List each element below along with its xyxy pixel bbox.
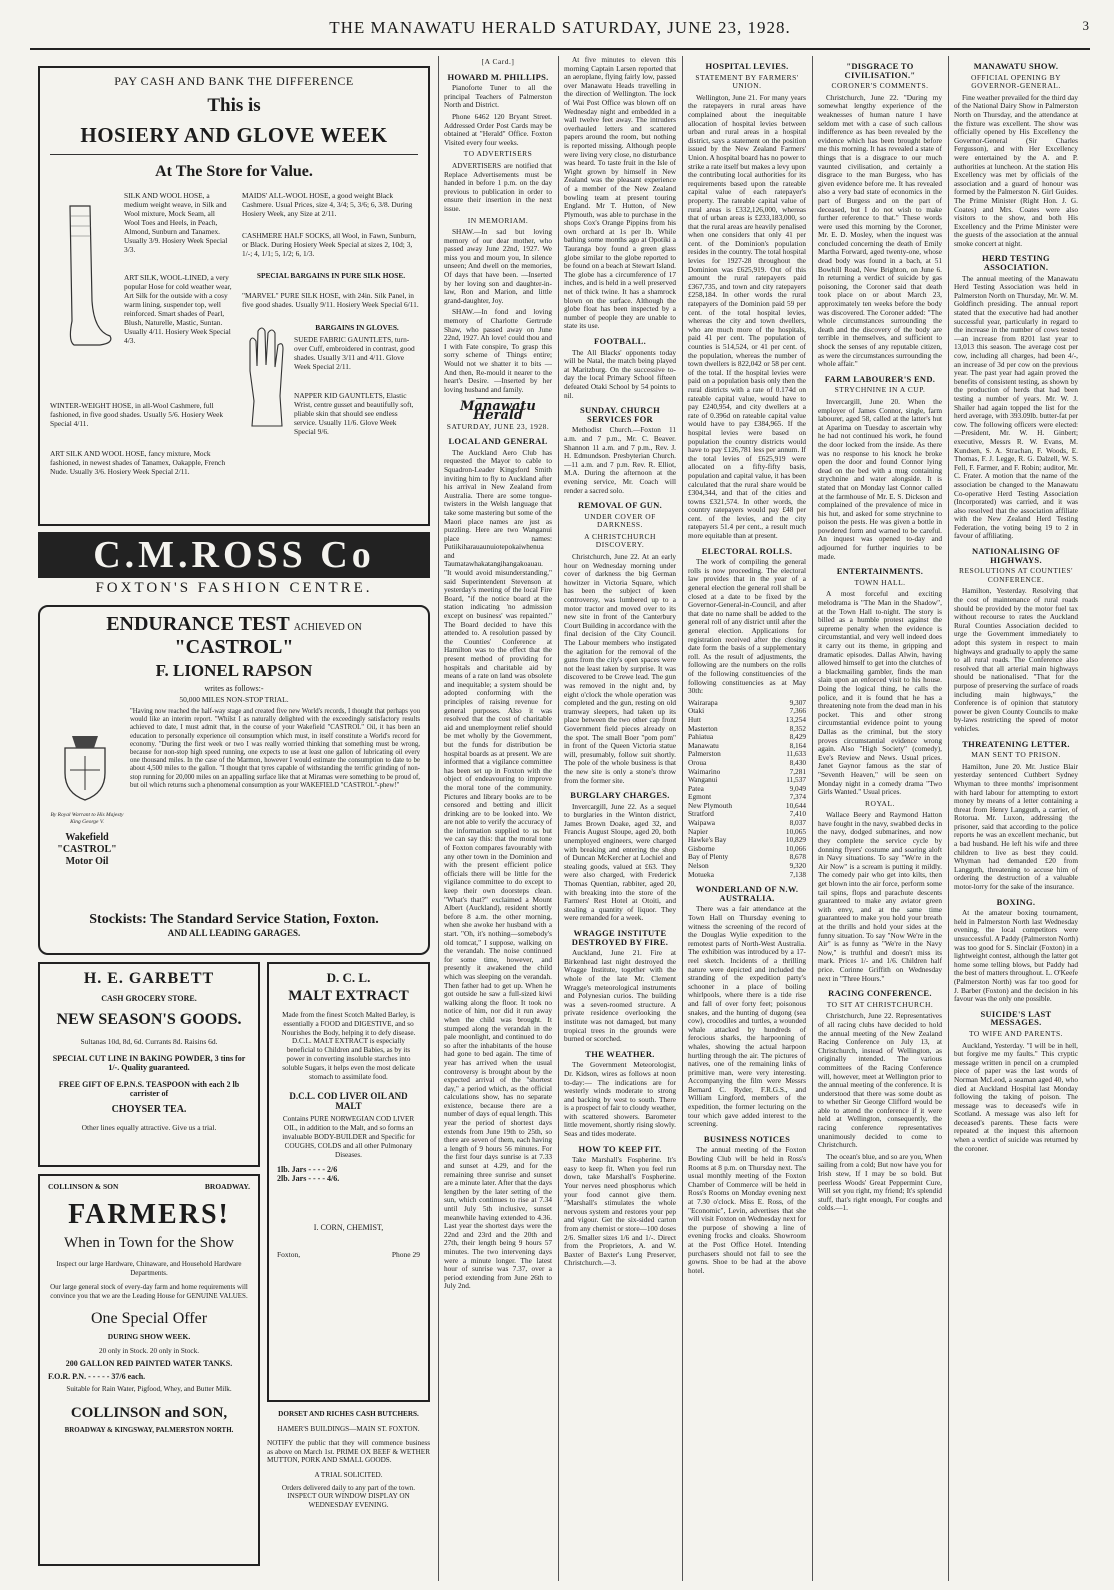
entertainments-heading: ENTERTAINMENTS. (836, 566, 924, 577)
business-heading: BUSINESS NOTICES (703, 1133, 791, 1144)
herd-heading: HERD TESTING ASSOCIATION. (982, 253, 1050, 273)
electorate-name: Hutt (688, 714, 701, 724)
memoriam-heading: IN MEMORIAM. (467, 215, 529, 225)
electorate-name: Egmont (688, 792, 712, 802)
threat-subheading: MAN SENT TO PRISON. (971, 750, 1061, 760)
electorate-name: Nelson (688, 861, 709, 871)
gloves-heading: BARGAINS IN GLOVES. (315, 323, 399, 332)
garbett-sultanas: Sultanas 10d, 8d, 6d. Currants 8d. Raisins 6d. (80, 1037, 218, 1046)
wragge-heading: WRAGGE INSTITUTE DESTROYED BY FIRE. (571, 928, 669, 947)
butcher-orders: Orders delivered daily to any part of the town. INSPECT OUR WINDOW DISPLAY ON WEDNESDAY EVENING. (281, 1483, 416, 1509)
gun-subheading-2: A CHRISTCHURCH DISCOVERY. (584, 531, 656, 550)
art-silk-hose-text: ART SILK, WOOL-LINED, a very popular Hose for cold weather wear, Art Silk for the outside with a cosy warm lining, suspender top, well reinforced. Smart shades of Pearl, Blush, Naturelle, Mastic, Suntan. Usually 4/11. Hosiery Week Special 4/3. (124, 273, 232, 345)
royal-text: Wallace Beery and Raymond Hatton have fought in the navy, swabbed decks in the navy, dodged submarines, and now they complete the service cycle by donning flyers' costume and soaring aloft in Navy situations. To say "We're in the Air Now" is a scream is putting it mildly. The comedy pair who get into kilts, then get blown into the air force, perform some tail spins, flops and parachute descents guaranteed to make any aviator green with envy, and at the same time guaranteed to make you hold your breath at the thrills and hold your sides at the funny situation. To say "Now We're in the Air" is as funny as "We're in the Navy Now," is truthful and doesn't miss its mark. Prices 1/- and 1/6. Children half price. Corinne Griffith on Wednesday next in "Three Hours." (818, 810, 942, 983)
suicide-subheading: TO WIFE AND PARENTS. (968, 1028, 1064, 1038)
farmers-headline: FARMERS! (68, 1199, 230, 1230)
farmers-show-week: DURING SHOW WEEK. (107, 1332, 191, 1341)
castrol-letter: "Having now reached the half-way stage and created five new World's records, I thought that perhaps you would like an interim report. "Whilst I as naturally delighted with the exceedingly satisfactory results achieved to date, I must admit that, in the course of your Wakefield "CASTROL" Oil, it has been an education to personally experience oil consumption which must, in itself constitute a World's record for economy. "During the first week or two I was really worried thinking that something must be wrong, because for non-stop high speed running, one expects to use at least one gallon of lubricating oil every one thousand miles. In the case of the Marmon, however I would estimate the consumption to date to be about 4,500 miles to the gallon. "I thought that tyres capable of withstanding the terrific grinding of non-stop running for 20,000 miles on an appalling surface like that at Miramas were something to be proud of, but oil which returns such a phenomenal consumption as your WAKEFIELD "CASTROL"-phew!" (130, 708, 420, 789)
electorate-count: 8,352 (789, 723, 806, 733)
suicide-heading: SUICIDE'S LAST MESSAGES. (980, 1008, 1052, 1028)
art-silk-wool-hose-text: ART SILK AND WOOL HOSE, fancy mixture, Mock fashioned, in newest shades of Tanamex, Oakapple, French Nude. Usually 3/6. Hosiery Week Special 2/11. (50, 449, 226, 476)
farmers-inspect: Inspect our large Hardware, Chinaware, and Household Hardware Departments. (56, 1260, 242, 1277)
highways-subheading: RESOLUTIONS AT COUNTIES' CONFERENCE. (958, 566, 1074, 584)
show-heading: MANAWATU SHOW. (973, 61, 1059, 71)
suicide-text: Auckland, Yesterday. "I will be in hell, but forgive me my faults." This cryptic message written in pencil on a crumpled piece of paper was the last words of Norman McLeod, a seaman aged 40, who died at Auckland Hospital last Monday following the taking of poison. The message was to deceased's wife in Scotland. A message was also left for deceased's parents. These facts were repeated at the inquest this afternoon when a verdict of suicide was returned by the coroner. (954, 1040, 1078, 1153)
sunday-heading: SUNDAY. CHURCH SERVICES FOR (579, 405, 661, 424)
hosiery-body (50, 191, 418, 526)
farm-text: Invercargill, June 20. When the employer of James Connor, single, farm labourer, aged 58, called at the latter's hut at Aparima on Tuesday to ascertain why he had not continued his work, he found the door locked from the inside. As there was no response to his knock he broke open the door and found Connor lying dead on the bed with a mug containing strychnine and water alongside. It is stated that on Monday last Connor called at the farmhouse of Mr. E. S. Dickson and complained of the prevalence of mice in his hut, and asked for some strychnine to poison the pests. He was given a bottle in powdered form and warned to be careful. An inquest was opened to-day and adjourned for further inquiries to be made. (818, 396, 942, 561)
electorate-count: 11,633 (786, 749, 806, 759)
farmers-tanks: 200 GALLON RED PAINTED WATER TANKS. (65, 1359, 233, 1368)
dcl-body: Made from the finest Scotch Malted Barley, is essentially a FOOD and DIGESTIVE, and so Nourishes the Body, helping it to defy disease. D.C.L. MALT EXTRACT is especially beneficial to Children and Babies, as by its power in converting insoluble starches into soluble Sugars, it helps even the most delicate stomach to assimilate food. (281, 1011, 416, 1081)
glove-illustration (240, 321, 290, 431)
maids-hose-text: MAIDS' ALL-WOOL HOSE, a good weight Black Cashmere. Usual Prices, size 4, 3/4; 5, 3/6; 6, 3/8. During Hosiery Week, any Size at 2/11. (242, 191, 413, 218)
peppermint-verse: The ocean's blue, and so are you, When sailing from a cold; But now have you for Irish stew, If I may be so bold. But peerless Woods' Great Peppermint Cure, Will set you right, my friend; It's splendid stuff, that's right enough, For coughs and colds.—1. (818, 1151, 942, 1213)
garbett-other: Other lines equally attractive. Give us a trial. (81, 1123, 217, 1132)
electorate-name: Wanganui (688, 775, 718, 785)
electoral-text: The work of compiling the general rolls is now proceeding. The electoral law provides that in the year of a general election the general roll shall be closed at a date to be fixed by the Governor-General-in-Council, and after that date no name shall be added to the general roll of any district until after the general election. Applications for registration received after the closing date form the basis of a supplementary roll. As the result of adjustments, the following are the numbers on the rolls of the following constituencies of the following constituencies as at May 30th: (688, 557, 806, 696)
electorate-name: New Plymouth (688, 800, 732, 810)
phillips-phone: Phone 6462 120 Bryant Street. Addressed Order Post Cards may be obtained at "Herald" Office. Foxton Visited every four weeks. (444, 111, 552, 147)
castrol-brand: Wakefield "CASTROL" Motor Oil (57, 832, 117, 867)
dcl-jar-2lb: 2lb. Jars - - - - 4/6. (277, 1174, 340, 1184)
castrol-ad (38, 605, 430, 955)
castrol-achieved: ACHIEVED ON (293, 622, 362, 633)
electorate-row (688, 699, 806, 708)
castrol-garages: AND ALL LEADING GARAGES. (167, 928, 301, 938)
herd-text: The annual meeting of the Manawatu Herd Testing Association was held in Palmerston North on Thursday, Mr. W. M. Goldfinch presiding. The annual report stated that the executive had had another successful year, particularly in regard to the increase in the number of cows tested—an increase from 8201 last year to 13,013 this season. The average cost per cow, including all charges, had been 4/-, an increase of 3d per cow on the previous year. The past year had again proved the benefits of consistent testing, as shown by the production of herds that had been testing a number of years. Mr. W. J. Shailer had again topped the list for the herd average, with 393.09lb. butter-fat per cow. The following officers were elected:—President, Mr. W. H. Ginbert; executive, Messrs R. W. Evans, M. Kundsen, S. A. Strachan, F. Woods, E. Thomas, F. J. Legge, R. G. Dalzell, W. S. Fell, F. Farmer, and F. Robin; auditor, Mr. C. Frater. A motion that the name of the association be changed to the Manawatu Co-operative Herd Testing Association (Incorporated) was carried, and it was also resolved that the association affiliate with the New Zealand Herd Testing Federation, the voting being 19 to 2 in favour of affiliating. (954, 273, 1078, 541)
napper-gauntlets-text: NAPPER KID GAUNTLETS, Elastic Wrist, centre gusset and beautifully soft, pliable skin that should see endless service. Usually 11/6. Glove Week Special 9/6. (294, 391, 414, 436)
keep-fit-text: Take Marshall's Fospherine. It's easy to keep fit. When you feel run down, take Marshall's Fospherine. Your nerves need phosphorus which your food cannot give them. "Marshall's stimulates the whole nervous system and restores your pep and vigour. Get the six-sided carton from any chemist or store—100 doses 2/6. Smaller sizes 1/6 and 1/-. Direct from the Proprietors, A. and W. Baxter of Baxter's Lung Preserver, Christchurch.—3. (564, 1155, 676, 1268)
castrol-warrant: By Royal Warrant to His Majesty King George V. (50, 812, 124, 825)
electorate-count: 8,429 (789, 732, 806, 742)
wonderland-text: There was a fair attendance at the Town Hall on Thursday evening to witness the screening of the record of the Douglas Wylie expedition to the remotest parts of North-West Australia. The exhibition was introduced by a 17-reel sketch. Incidents of a thrilling nature were depicted and included the stranding of the expedition party's schooner in a place of boiling whirlpools, where there is a tide rise and fall of over forty feet; poisonous snakes, and the hunting of dugong (sea cow), crocodiles and turtles, a wounded whale attacked by hundreds of ferocious sharks, the harpooning of whales, showing the actual harpoon hurtling through the air. The pictures of natives, one of the remaining links of primitive man, were very interesting. Accompanying the film were Messrs Bernard C. Ryder, F.R.G.S., and William Lingford, members of the expedition, the former lecturing on the tour which gave added interest to the screening. (688, 904, 806, 1129)
garbett-name: H. E. GARBETT (83, 970, 215, 987)
gun-subheading: UNDER COVER OF DARKNESS. (584, 511, 656, 530)
advertisers-text: ADVERTISERS are notified that Replace Advertisements must be handed in before 1 p.m. on the day previous to publication in order to ensure their insertion in the next issue. (444, 160, 552, 213)
electorate-count: 8,164 (789, 740, 806, 750)
column-4 (564, 56, 676, 1581)
gun-heading: REMOVAL OF GUN. (577, 500, 663, 511)
farmers-when-in-town: When in Town for the Show (64, 1235, 234, 1251)
stocking-illustration (50, 201, 120, 351)
electorate-count: 7,410 (789, 809, 806, 819)
phillips-name: HOWARD M. PHILLIPS. (447, 71, 549, 82)
suede-gauntlets-text: SUEDE FABRIC GAUNTLETS, turn-over Cuff, embroidered in contrast, good shades. Usually 3/11 and 4/11. Glove Week Special 2/11. (294, 335, 415, 371)
masthead (30, 18, 1090, 48)
ross-tagline: FOXTON'S FASHION CENTRE. (95, 580, 373, 596)
electorate-name: Pahiatua (688, 732, 714, 742)
hospital-heading: HOSPITAL LEVIES. (705, 61, 789, 71)
electorate-name: Waipawa (688, 818, 715, 828)
electorate-count: 7,138 (789, 869, 806, 879)
column-rule-3 (438, 56, 439, 1581)
show-text: Fine weather prevailed for the third day of the National Dairy Show in Palmerston North on Thursday, and the attendance at the fixture was excellent. The show was officially opened by His Excellency the Governor-General (Sir Charles Fergusson), and with Her Excellency were entertained by the A. and P. authorities at luncheon. At the station His Excellency was met by officials of the association and a guard of honour was formed by the Palmerston N. Girl Guides. The Prime Minister (Right Hon. J. G. Coates) and Mrs. Coates were also visitors to the show, and both His Excellency and the Prime Minister were the guests of the association at the annual smoke concert at night. (954, 92, 1078, 248)
phillips-text: Pianoforte Tuner to all the principal Teachers of Palmerston North and District. (444, 83, 552, 110)
butcher-ad (267, 1410, 430, 1570)
electorate-row (688, 776, 806, 785)
electorate-count: 13,254 (785, 714, 806, 724)
advertisers-heading: TO ADVERTISERS (463, 149, 533, 159)
farmers-collinson: COLLINSON & SON (48, 1182, 119, 1191)
column-rule-5 (682, 56, 683, 1581)
threat-text: Hamilton, June 20. Mr. Justice Blair yesterday sentenced Cuthbert Sydney Whyman to three months' imprisonment with hard labour for attempting to extort money by means of a letter containing a threat from Henry Langguth, a carrier, of Rotorua. Mr. Luxon, addressing the prisoner, said that according to the police reports he was an excellent mechanic, but a bad husband. He left his wife and three children to live as best they could. Whyman had demanded £20 from Langguth, threatening to accuse him of ordering the destruction of a valuable motor-lorry for the sake of the insurance. (954, 761, 1078, 892)
farmers-broadway: BROADWAY. (204, 1182, 250, 1191)
racing-subheading: TO SIT AT CHRISTCHURCH. (826, 999, 934, 1009)
column-rule-7 (948, 56, 949, 1581)
electorate-count: 9,320 (789, 861, 806, 871)
column-7 (954, 56, 1078, 1581)
winter-hose-text: WINTER-WEIGHT HOSE, in all-Wool Cashmere, full fashioned, in five good shades. Usually 5/6. Hosiery Week Special 4/11. (50, 401, 224, 428)
butcher-trial: A TRIAL SOLICITED. (314, 1470, 383, 1479)
farmers-address: BROADWAY & KINGSWAY, PALMERSTON NORTH. (64, 1426, 234, 1434)
keep-fit-heading: HOW TO KEEP FIT. (578, 1143, 662, 1154)
farmers-collinson-bottom: COLLINSON and SON, (70, 1405, 228, 1421)
dcl-jar-1lb: 1lb. Jars - - - - 2/6 (277, 1165, 338, 1175)
electorate-name: Waimarino (688, 766, 721, 776)
royal-crest-icon (50, 728, 120, 808)
electorate-count: 9,307 (789, 697, 806, 707)
masthead-title: THE MANAWATU HERALD SATURDAY, JUNE 23, 1928. (329, 18, 791, 37)
page-number: 3 (1082, 18, 1090, 33)
town-hall-subheading: TOWN HALL. (854, 577, 906, 587)
garbett-free-gift: FREE GIFT OF E.P.N.S. TEASPOON with each 2 lb carrister of (58, 1080, 240, 1098)
electorate-name: Stratford (688, 809, 714, 819)
football-heading: FOOTBALL. (593, 336, 647, 346)
castrol-driver-name: F. LIONEL RAPSON (155, 661, 313, 680)
garbett-ad (38, 962, 260, 1167)
hosiery-top-line: PAY CASH AND BANK THE DIFFERENCE (114, 74, 354, 88)
local-general-heading: LOCAL AND GENERAL (448, 436, 548, 447)
burglary-heading: BURGLARY CHARGES. (570, 790, 670, 801)
burglary-text: Invercargill, June 22. As a sequel to burglaries in the Winton district, James Brown Doake, aged 32, and Francis August Sloupe, aged 20, both unemployed engineers, were charged with breaking and entering the shop of Duncan McKercher at Lochiel and stealing goods, valued at £63. They were also charged, with Frederick Thomas Quentian, rabbiter, aged 20, with breaking into the store of the Farmers' Rest Hotel at Otoiti, and stealing a quantity of liquor. They were remanded for a week. (564, 801, 676, 923)
hospital-text: Wellington, June 21. For many years the ratepayers in rural areas have complained about the inequitable allocation of hospital levies between urban and rural areas in a hospital district, says a statement on the position issued by the New Zealand Farmers' Union. A hospital board has no power to strike a rate itself but makes a levy upon the contributing local authorities for its requirements based upon the rateable capital value of each ratepayer's property. The rateable capital value of rural areas is £332,126,000, whereas that of urban areas is £233,183,000, so that the rural areas are heavily penalised when one considers that only 41 per cent. of the Dominion's population resides in the country. The total hospital levies for 1927-28 throughout the Dominion was £625,919. Out of this amount the rural ratepayers paid £367,735, and town and city ratepayers £258,184. In other words the rural ratepayers of the Dominion paid 59 per cent. of the total hospital levies, whereas the city and town dwellers, who are much more of the hospitals, paid 41 per cent. The population of counties is 514,524, or 41 per cent. of the population, whereas the number of town dwellers is 822,042 or 58 per cent. of the total. If the hospital levies were paid on a population basis only then the rural districts with a rate of 0.174d on rateable capital value, would have to pay £240,954, and city dwellers at a rate of 0.396d on rateable capital value would have to pay £384,965. If the hospital levies were based on population the country districts would have to pay £126,781 less per annum. If the total levies of £625,919 were allocated on a fifty-fifty basis, population and capital value, it has been calculated that the rural share would be £304,344, and that of the cities and towns £321,574. In other words, the country ratepayers would pay £48 per cent. of the levies, and the city ratepayers 51.4 per cent., a result much more equitable than at present. (688, 92, 806, 541)
butcher-building: HAMER'S BUILDINGS—MAIN ST. FOXTON. (277, 1424, 420, 1433)
ross-logo: C.M.ROSS Co (38, 532, 430, 578)
electorate-name: Otaki (688, 706, 705, 716)
hosiery-ad (38, 66, 430, 526)
farm-heading: FARM LABOURER'S END. (824, 373, 936, 384)
business-text: The annual meeting of the Foxton Bowling Club will be held in Ross's Rooms at 8 p.m. on Thursday next. The usual monthly meeting of the Foxton Chamber of Commerce will be held in Ross's Rooms on Monday evening next at 7.30 o'clock. Miss E. Ross, of the "Economic", Levin, advertises that she will visit Foxton on Wednesday next for the purpose of showing a line of evening frocks and cloaks. Showroom at the Post Office Hotel. Intending purchasers should not fail to see the gowns. Shoe to be had at the above hotel. (688, 1145, 806, 1275)
disgrace-subheading: CORONER'S COMMENTS. (831, 81, 929, 91)
disgrace-heading: "DISGRACE TO CIVILISATION." (844, 61, 916, 80)
ross-logo-ad (38, 532, 430, 598)
racing-text: Christchurch, June 22. Representatives of all racing clubs have decided to hold the annual meeting of the New Zealand Racing Conference on July 13, at Christchurch, instead of Wellington, as originally intended. The various committees of the Racing Conference will, however, meet at Wellington prior to the annual meeting of the conference. It is understood that there was some doubt as to whether Sir George Clifford would be able to attend the conference if it were held at Wellington, consequently, the racing conference representatives unanimously decided to come to Christchurch. (818, 1011, 942, 1150)
butcher-heading: DORSET AND RICHES CASH BUTCHERS. (278, 1410, 419, 1418)
electorate-count: 7,366 (789, 706, 806, 716)
dcl-ad (267, 962, 430, 1402)
dcl-title: D. C. L. (326, 970, 371, 985)
local-general-text: The Auckland Aero Club has requested the Mayor to cable to Squadron-Leader Kingsford Smith inviting him to fly to Auckland after his arrival in New Zealand from Australia. There are some tongue-twisters in the Welsh language that take some mastering but some of the Maori place names are just as puzzling. Here are two Wanganui place names: Putiikiharauaunuiotepokaiwhenua and Taumatawhakatangihangakoauau. "It would avoid misunderstanding," said Superintendent Stevenson at yesterday's meeting of the local Fire Board, "if the notice board at the station indicating 'no admission except on business' was repainted." The Board decided to have this attended to. A resolution passed by the Counties' Conference at Hamilton was to the effect that the present method of providing for hospitals and charitable aid by means of a rate on land was obsolete and inequitable; a system should be adopted conforming with the principles of raising revenue for general purposes. Also it was resolved that the cost of charitable aid and unemployment relief should be met wholly by the Government, but the funds for distribution be hospital boards as at present. We are informed that a vigilance committee has been set up in Foxton with the object of endeavouring to improve the moral tone of the community. Pictures and library books are to be censored and betting and illicit drinking are to be looked into. We are not able to verify the accuracy of the information supplied to us but we can say this: that the moral tone of Foxton compares favourably with any other town in the Dominion and with the present efficient police officials there will be little for the vigilance committee to do except to keep their own doorsteps clean. "What's that?" exclaimed a Mount Albert (Auckland), resident shortly before 8 a.m. the other morning, when she awoke her husband with a start. "Oh, it's nothing—somebody's old tomcat," I suppose, walking on the verandah. The noise continued for some time, however, and presently it awakened the child which was sleeping on the verandah. Then father had to get up. When he got outside he saw a full-sized kiwi walking along the floor. It took no notice of him, nor did it run away when the child was brought. It stumped along the verandah in the pale moonlight, and continued to do so after the inhabitants of the house had gone to bed again. The time of year has arrived when the usual controversy is brought about by the expected arrival of the "shortest day," a period which, as the official calculations show, has no separate existence, because there are a number of days of equal length. This year the period of shortest days extends from June 19th to 25th, so there are seven of them, each having a length of 9 hours 56 minutes. For the first four days sunrise is at 7.33 and sunset at 4.29, and for the remaining three sunrise and sunset are a minute later. After that the days lengthen by the later setting of the sun, which continues to rise at 7.34 until July 5th inclusive, sunset meanwhile having extended to 4.36. Last year the shortest days were the 22nd and 23rd and the 20th and 27th, their length being 9 hours 57 minutes. The two intervening days were a minute longer. The latest hour of sunrise was 7.37, over a period extending from June 26th to July 2nd. (444, 447, 552, 1291)
garbett-headline: NEW SEASON'S GOODS. (56, 1011, 242, 1028)
card-label: [A Card.] (481, 57, 515, 66)
farmers-special-offer: One Special Offer (90, 1310, 208, 1327)
farmers-body: Our large general stock of every-day farm and home requirements will convince you that we are the Leading House for GENUINE VALUES. (50, 1283, 248, 1300)
electorate-count: 10,644 (785, 800, 806, 810)
highways-heading: NATIONALISING OF HIGHWAYS. (971, 546, 1060, 565)
boxing-heading: BOXING. (996, 896, 1036, 907)
electorate-row (688, 871, 806, 880)
wonderland-heading: WONDERLAND OF N.W. AUSTRALIA. (695, 884, 799, 903)
dcl-foxton: Foxton, (277, 1250, 301, 1260)
herald-date: SATURDAY, JUNE 23, 1928. (446, 421, 550, 431)
dcl-malt-extract: MALT EXTRACT (288, 988, 409, 1004)
electorate-name: Palmerston (688, 749, 721, 759)
electorate-count: 10,065 (785, 826, 806, 836)
electoral-table (688, 699, 806, 879)
garbett-tea: CHOYSER TEA. (111, 1104, 187, 1115)
garbett-store: CASH GROCERY STORE. (101, 994, 197, 1003)
weather-heading: THE WEATHER. (585, 1048, 655, 1059)
column-3 (444, 56, 552, 1581)
castrol-headline-2: "CASTROL" (174, 636, 294, 658)
marvel-hose-text: "MARVEL" PURE SILK HOSE, with 24in. Silk Panel, in five good shades. Usually 9/11. Hosiery Week Special 6/11. (242, 291, 419, 309)
hospital-subheading: STATEMENT BY FARMERS' UNION. (695, 72, 799, 91)
castrol-stockists: Stockists: The Standard Service Station, Foxton. (89, 912, 379, 927)
electorate-name: Manawatu (688, 740, 719, 750)
electorate-name: Masterton (688, 723, 718, 733)
weather-text: The Government Meteorologist, Dr. Kidson, wires as follows at noon to-day:— The indications are for westerly winds moderate to strong and backing by west to south. There is a prospect of fair to cloudy weather, with scattered showers. Barometer little movement, shortly rising slowly. Seas and tides moderate. (564, 1060, 676, 1139)
electorate-count: 8,037 (789, 818, 806, 828)
dcl-cod-liver-body: Contains PURE NORWEGIAN COD LIVER OIL, in addition to the Malt, and so forms an invaluable BODY-BUILDER and Specific for COUGHS, COLDS and all other Pulmonary Diseases. (282, 1115, 415, 1159)
electorate-count: 8,430 (789, 757, 806, 767)
boxing-text: At the amateur boxing tournament, held in Palmerston North last Wednesday evening, the local competitors were unsuccessful. A Paddy (Palmerston North) was too good for S. Sinclair (Foxton) in a lightweight contest, although the latter got home some telling blows, but Paddy had the best of matters throughout. L. O'Keefe (Palmerston North) was far too good for J. Barber (Foxton) and the decision in his favour was the only one possible. (954, 908, 1078, 1004)
racing-heading: RACING CONFERENCE. (828, 988, 932, 999)
gun-text: Christchurch, June 22. At an early hour on Wednesday morning under cover of darkness the big German howitzer in Victoria Square, which has been the subject of keen controversy, was lumbered up to a motor tractor and moved over to its new site in front of the Canterbury Court Building in accordance with the final decision of the City Council. The Labour members who instigated the agitation for the removal of the guns from the city's open spaces were not the least taken by surprise. It was discovered to be Crewe lead. The gun was removed in the night and, by eight o'clock the whole operation was completed and the gun, resting on old tramway sleepers, had taken up its place between the two other cap front Government field pieces already on the spot. The small Boer "pom pom" in front of the Queen Victoria statue will, presumably, follow suit shortly. The pole of the whole business is that the new site is only a stone's throw from the former site. (564, 552, 676, 785)
dcl-phone: Phone 29 (391, 1250, 420, 1260)
show-subheading: OFFICIAL OPENING BY GOVERNOR-GENERAL. (970, 72, 1062, 91)
sunday-text: Methodist Church.—Foxton 11 a.m. and 7 p.m., Mr. C. Beaver. Shannon 11 a.m. and 7 p.m., Rev. J. H. Edmundson. Presbyterian Church.—11 a.m. and 7 p.m. Rev. R. Elliot, M.A. During the afternoon at the evening service, Mr. Coach will render a sacred solo. (564, 425, 676, 495)
dcl-chemist: I. CORN, CHEMIST, (313, 1223, 384, 1233)
column-6 (818, 56, 942, 1581)
hosiery-this-is: This is (207, 95, 261, 116)
farmers-price: F.O.R. P.N. - - - - - 37/6 each. (48, 1372, 146, 1381)
garbett-baking-powder: SPECIAL CUT LINE IN BAKING POWDER, 3 tins for 1/-. Quality guaranteed. (52, 1054, 246, 1072)
column-rule-6 (812, 56, 813, 1581)
wragge-text: Auckland, June 21. Fire at Birkenhead last night destroyed the Wragge Institute, together with the whole of the late Mr. Clement Wragge's meteorological instruments and Polynesian curios. The building was a seven-roomed structure. A private residence overlooking the institute was not damaged, but many tropical trees in the grounds were burned or scorched. (564, 948, 676, 1044)
column-rule-4 (558, 56, 559, 1581)
electoral-heading: ELECTORAL ROLLS. (701, 545, 793, 556)
cashmere-socks-text: CASHMERE HALF SOCKS, all Wool, in Fawn, Sunburn, or Black. During Hosiery Week Special at sizes 2, 10d; 3, 1/-; 4, 1/1; 5, 1/2; 6, 1/3. (242, 231, 416, 258)
electorate-count: 11,537 (786, 775, 806, 785)
castrol-trial: 50,000 MILES NON-STOP TRIAL. (179, 695, 289, 704)
electorate-name: Wairarapa (688, 697, 718, 707)
football-text: The All Blacks' opponents today will be Natal, the match being played at Maritzburg. On the successive to-day the local Primary School fifteen defeated Otaki School by 54 points to nil. (564, 347, 676, 400)
electorate-count: 7,374 (789, 792, 806, 802)
farm-subheading: STRYCHNINE IN A CUP. (834, 385, 926, 395)
memoriam-1: SHAW.—In sad but loving memory of our dear mother, who passed away June 22nd, 1927. We miss you and mourn you, In silence unseen; And dwell on the memories, Of days that have been. —Inserted by her loving son and daughter-in-law, Ron and Marion, and little grand-daughter, Joy. (444, 227, 552, 305)
royal-subheading: ROYAL. (865, 798, 895, 808)
electorate-name: Gisborne (688, 843, 715, 853)
electorate-name: Motueka (688, 869, 714, 879)
electorate-count: 7,281 (789, 766, 806, 776)
castrol-writes: writes as follows:- (204, 684, 264, 693)
farmers-suitable: Suitable for Rain Water, Pigfood, Whey, and Butter Milk. (66, 1385, 232, 1393)
electorate-name: Oroua (688, 757, 707, 767)
electorate-count: 8,678 (789, 852, 806, 862)
hosiery-store-value: At The Store for Value. (155, 163, 313, 180)
electorate-count: 10,829 (785, 835, 806, 845)
farmers-stock: 20 only in Stock. 20 only in Stock. (98, 1347, 200, 1355)
electorate-name: Bay of Plenty (688, 852, 729, 862)
electorate-name: Napier (688, 826, 708, 836)
memoriam-2: SHAW.—In fond and loving memory of Charlotte Gertrude Shaw, who passed away on June 22nd, 1927. Ah love! could thou and I with Fate conspire, To grasp this sorry scheme of Things entire; Would not we shatter it to bits —And then, Re-mould it nearer to the heart's Desire. —Inserted by her loving husband and family. (444, 307, 552, 394)
highways-text: Hamilton, Yesterday. Resolving that the cost of maintenance of rural roads should be provided by the motor fuel tax without recourse to rates the Auckland Rural Counties Association decided to urge the Government immediately to adopt this system in respect to main highways and gradually to apply the same to all rural roads. The Conference also resolved that all arterial main highways should be nationalised. "That for the purpose of preserving the surface of roads including main highways," the Conference is of opinion that statutory power be given County Councils to make by-laws restricting the speed of motor vehicles. (954, 586, 1078, 733)
special-silk-heading: SPECIAL BARGAINS IN PURE SILK HOSE. (256, 271, 406, 280)
news-items: At five minutes to eleven this morning Captain Larsen reported that an aeroplane, flying fairly low, passed over Manawatu Heads travelling in the direction of Wellington. The lock of Wai Post Office was blown off on Wednesday night and embedded in a wall twelve feet away. The intruders overhauled letters and scattered papers around the room, but nothing is reported missing. Although people were living very close, no disturbance was heard. To taste fruit in the Isle of Wight grown by himself in New Zealand was the pleasant experience of a member of the New Zealand bowling team at present touring England. Mr T. Hutton, of New Plymouth, was able to purchase in the shops Cox's Orange Pippins from his own orchard at 1s per lb. While bathing some months ago at Opotiki a Tauranga boy found a green glass globe similar to the globe reported to be found on a beach at Stewart Island. The globe has a circumference of 17 inches, and is held in a well preserved net of thick twine. It has a shamrock blown on the surface. Although the globe float has been inspected by a number of people they are unable to state its use. (564, 56, 676, 331)
masthead-rule (30, 48, 1090, 50)
farmers-ad (38, 1174, 260, 1566)
entertainments-text: A most forceful and exciting melodrama is "The Man in the Shadow", at the Town Hall to-night. The story is billed as a humble protest against the supreme penalty when the evidence is circumstantial, and very well indeed does it carry out its theme, in gripping and dramatic episodes. Dallas Alwin, having allowed himself to get into the clutches of a blackmailing gambler, finds the man slain upon an enforced visit to his house. Doing the logical thing, he calls the police, and it is found that he has a threatening note from the dead man in his pocket. This and other strong circumstantial evidence point to young Dallas as the criminal, but the story proves circumstantial evidence wrong again. Also "High Society" (comedy), Eve's Review and News. Usual prices. Janet Gaynor famous as the star of "Seventh Heaven," will be seen on Monday night in a comedy drama "Two Girls Wanted." Usual prices. (818, 589, 942, 797)
disgrace-text: Christchurch, June 22. "During my somewhat lengthy experience of the weaknesses of human nature I have seldom met with a case of such callous indifference as has been revealed by the evidence which has been brought before me this morning. It has revealed a state of things that is a disgrace to our much vaunted civilisation, and certainly a disgrace to the man Burgess, who has given evidence before me. It has revealed also a very bad state of economics in the part of Burgess and on the part of deceased, but I do not wish to make further reference to that." These words were used this morning by the Coroner, Mr. E. D. Mosley, when the inquest was concluded concerning the death of Emily Martha Forward, aged twenty-one, whose dead body was found in a bach, at 51 Bowhill Road, New Brighton, on June 6. In returning a verdict of suicide by gas poisoning, the Coroner said that death took place on or about March 23, approximately ten weeks before the body was discovered. The Coroner added: "The whole circumstances surrounding the death and the discovery of the body are terrible in themselves, and sufficient to shock the senses of any reputable citizen, as were the circumstances surrounding the whole affair." (818, 92, 942, 369)
hosiery-week-title: HOSIERY AND GLOVE WEEK (50, 123, 418, 155)
herald-flag: Manawatu Herald (460, 399, 536, 423)
electorate-name: Patea (688, 783, 704, 793)
dcl-cod-liver-heading: D.C.L. COD LIVER OIL AND MALT (289, 1091, 408, 1112)
electorate-count: 10,066 (785, 843, 806, 853)
silk-wool-hose-text: SILK AND WOOL HOSE, a medium weight weave, in Silk and Wool mixture, Mock Seam, all Wool Toes and Heels, in Peach, Almond, Sunburn and Tanamex. Usually 3/9. Hosiery Week Special 3/3. (124, 191, 228, 254)
electorate-name: Hawke's Bay (688, 835, 727, 845)
electorate-count: 9,049 (789, 783, 806, 793)
butcher-notify: NOTIFY the public that they will commence business as above on March 1st. PRIME OX BEEF & WETHER MUTTON, PORK AND SMALL GOODS. (267, 1439, 430, 1465)
column-5 (688, 56, 806, 1581)
threat-heading: THREATENING LETTER. (962, 738, 1070, 749)
castrol-headline-1: ENDURANCE TEST (106, 613, 290, 635)
